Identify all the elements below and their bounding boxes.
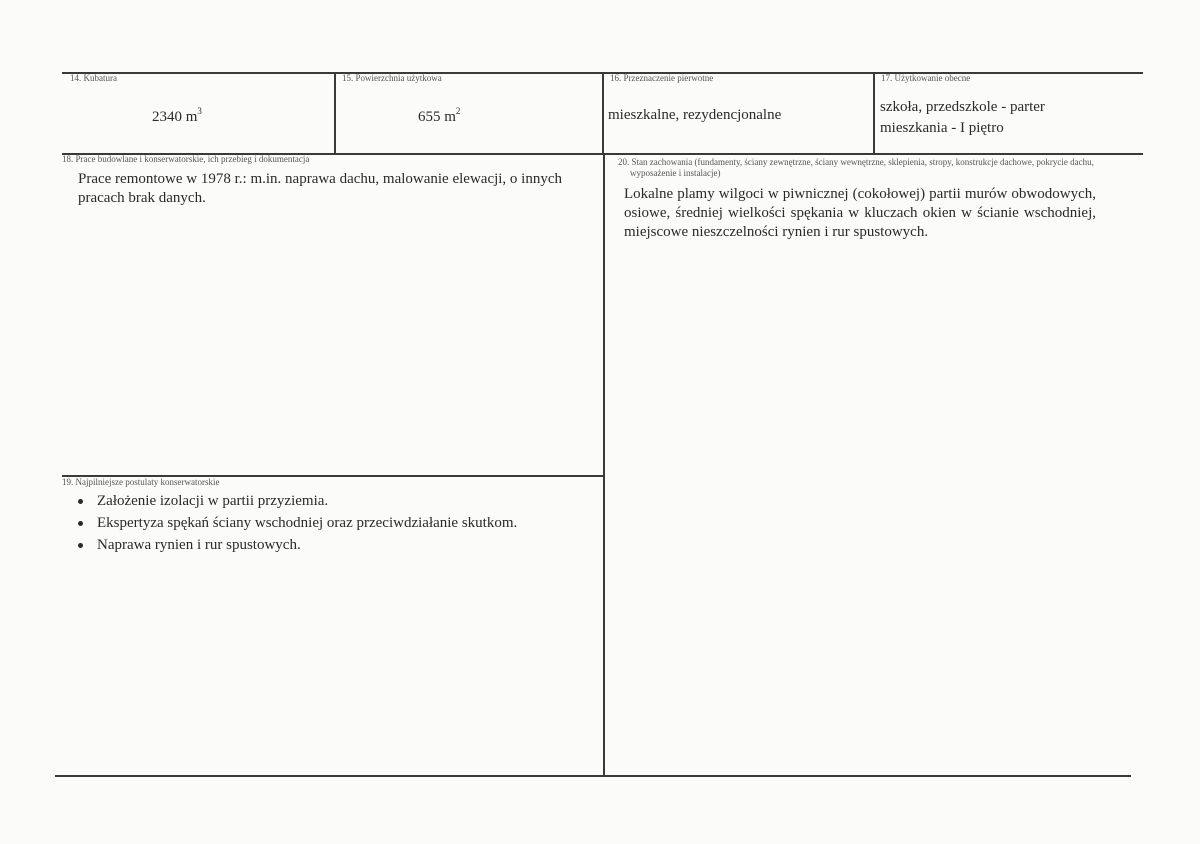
powierzchnia-unit-exponent: 2 xyxy=(455,106,461,116)
powierzchnia-value: 655 m xyxy=(418,109,456,125)
field-14-value xyxy=(152,100,202,128)
field-16-label: 16. Przeznaczenie pierwotne xyxy=(610,73,714,83)
field-17-value-line2: mieszkania - I piętro xyxy=(880,120,1004,136)
bottom-rule xyxy=(55,775,1131,777)
divider-15-16 xyxy=(602,72,604,153)
divider-14-15 xyxy=(334,72,336,153)
divider-16-17 xyxy=(873,72,875,153)
field-15-label: 15. Powierzchnia użytkowa xyxy=(342,73,442,83)
field-16-value: mieszkalne, rezydencjonalne xyxy=(608,107,782,123)
field-15-value xyxy=(418,100,460,128)
field-17-value-line1: szkoła, przedszkole - parter xyxy=(880,99,1045,115)
field-18-text: Prace remontowe w 1978 r.: m.in. naprawa dachu, malowanie elewacji, o innych pracach brak danych. xyxy=(78,171,563,206)
field-20-text: Lokalne plamy wilgoci w piwnicznej (cokołowej) partii murów obwodowych, osiowe, średniej wielkości spękania w kluczach okien w ścianie wschodniej, miejscowe nieszczelności rynien i rur spustowych. xyxy=(624,186,1096,240)
kubatura-unit-exponent: 3 xyxy=(197,106,202,116)
field-18-label: 18. Prace budowlane i konserwatorskie, ich przebieg i dokumentacja xyxy=(62,154,310,164)
main-vertical-divider xyxy=(603,153,605,776)
postulate-item: Założenie izolacji w partii przyziemia. xyxy=(75,492,575,511)
postulate-item: Ekspertyza spękań ściany wschodniej oraz przeciwdziałanie skutkom. xyxy=(75,514,575,533)
field-20-label: 20. Stan zachowania (fundamenty, ściany zewnętrzne, ściany wewnętrzne, sklepienia, stropy, konstrukcje dachowe, pokrycie dachu, wyposażenie i instalacje) xyxy=(618,157,1094,178)
field-19-label: 19. Najpilniejsze postulaty konserwatorskie xyxy=(62,477,220,487)
postulate-item: Naprawa rynien i rur spustowych. xyxy=(75,536,575,555)
field-17-label: 17. Użytkowanie obecne xyxy=(881,73,971,83)
field-19-list xyxy=(75,492,575,558)
field-14-label: 14. Kubatura xyxy=(70,73,117,83)
kubatura-value: 2340 m xyxy=(152,109,198,125)
